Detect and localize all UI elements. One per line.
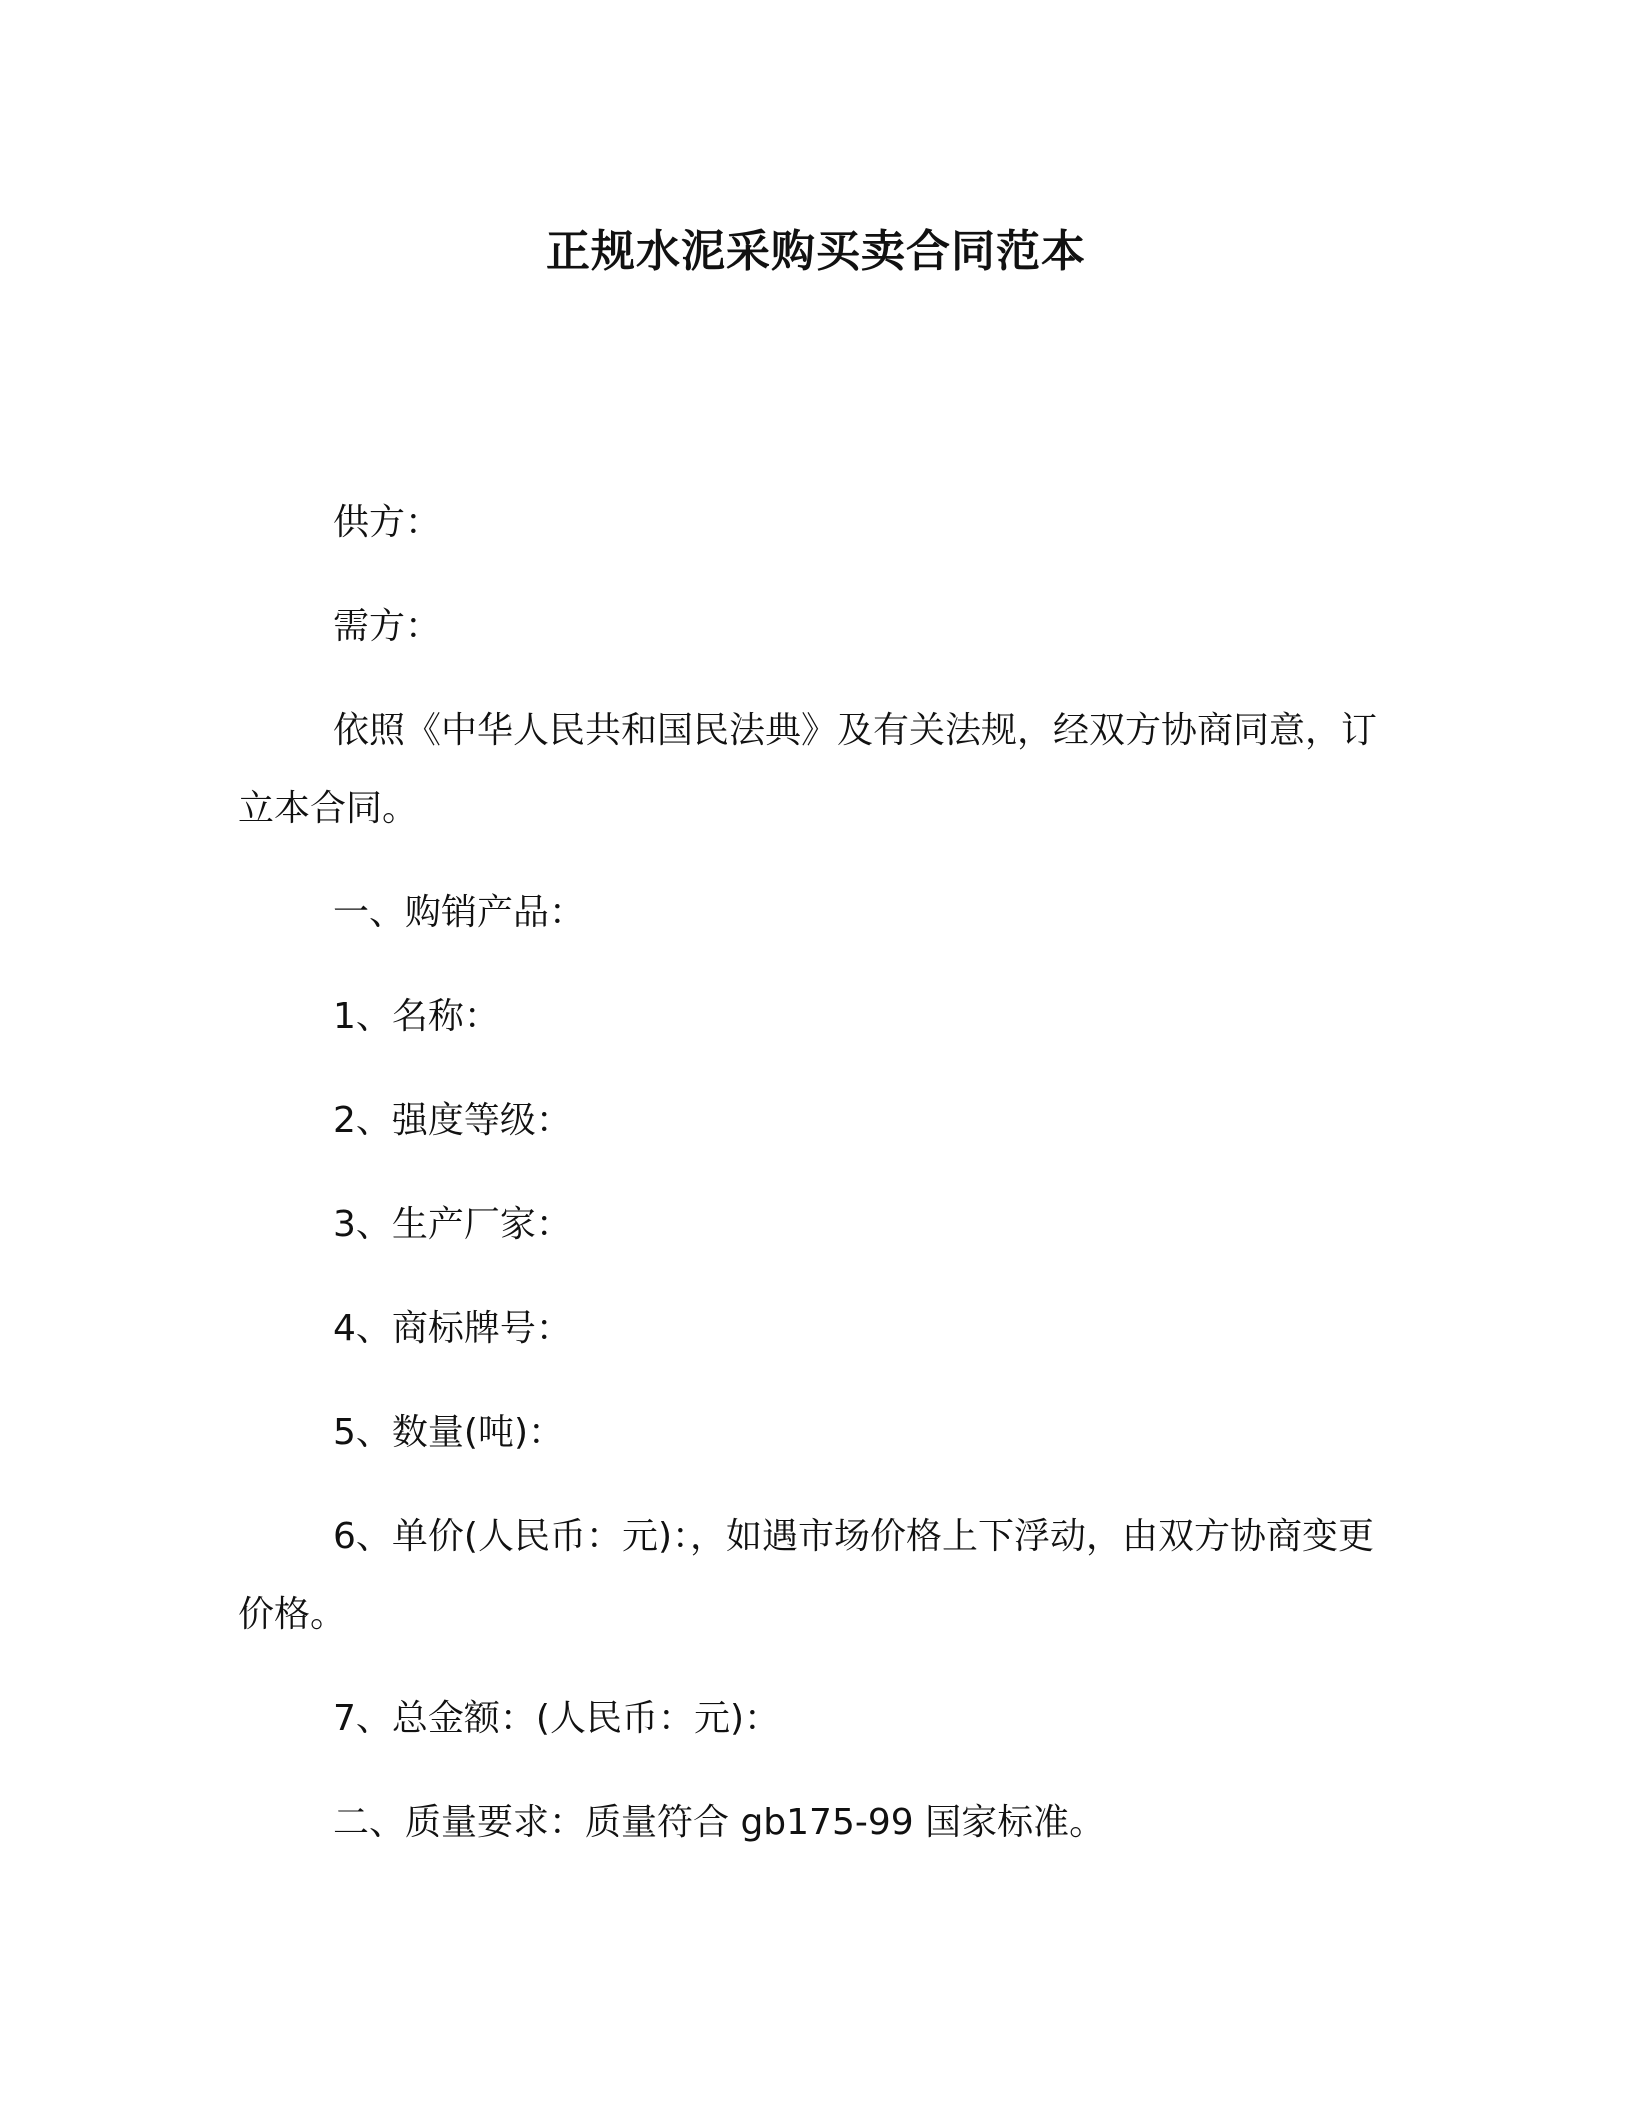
item-manufacturer: 3、生产厂家： — [333, 1204, 572, 1245]
item-strength-grade: 2、强度等级： — [333, 1100, 572, 1141]
item-trademark: 4、商标牌号： — [333, 1308, 572, 1349]
basis-paragraph: 依照《中华人民共和国民法典》及有关法规，经双方协商同意，订立本合同。 — [238, 710, 1378, 829]
buyer-line: 需方： — [333, 606, 442, 647]
supplier-line: 供方： — [333, 502, 442, 543]
item-total-amount: 7、总金额：(人民币：元)： — [333, 1698, 780, 1739]
document-title: 正规水泥采购买卖合同范本 — [546, 226, 1086, 277]
item-quantity: 5、数量(吨)： — [333, 1412, 564, 1453]
item-unit-price: 6、单价(人民币：元)：，如遇市场价格上下浮动，由双方协商变更价格。 — [238, 1516, 1374, 1635]
section-heading-products: 一、购销产品： — [333, 892, 586, 933]
item-name: 1、名称： — [333, 996, 500, 1037]
section-heading-quality: 二、质量要求：质量符合 gb175-99 国家标准。 — [333, 1802, 1106, 1843]
